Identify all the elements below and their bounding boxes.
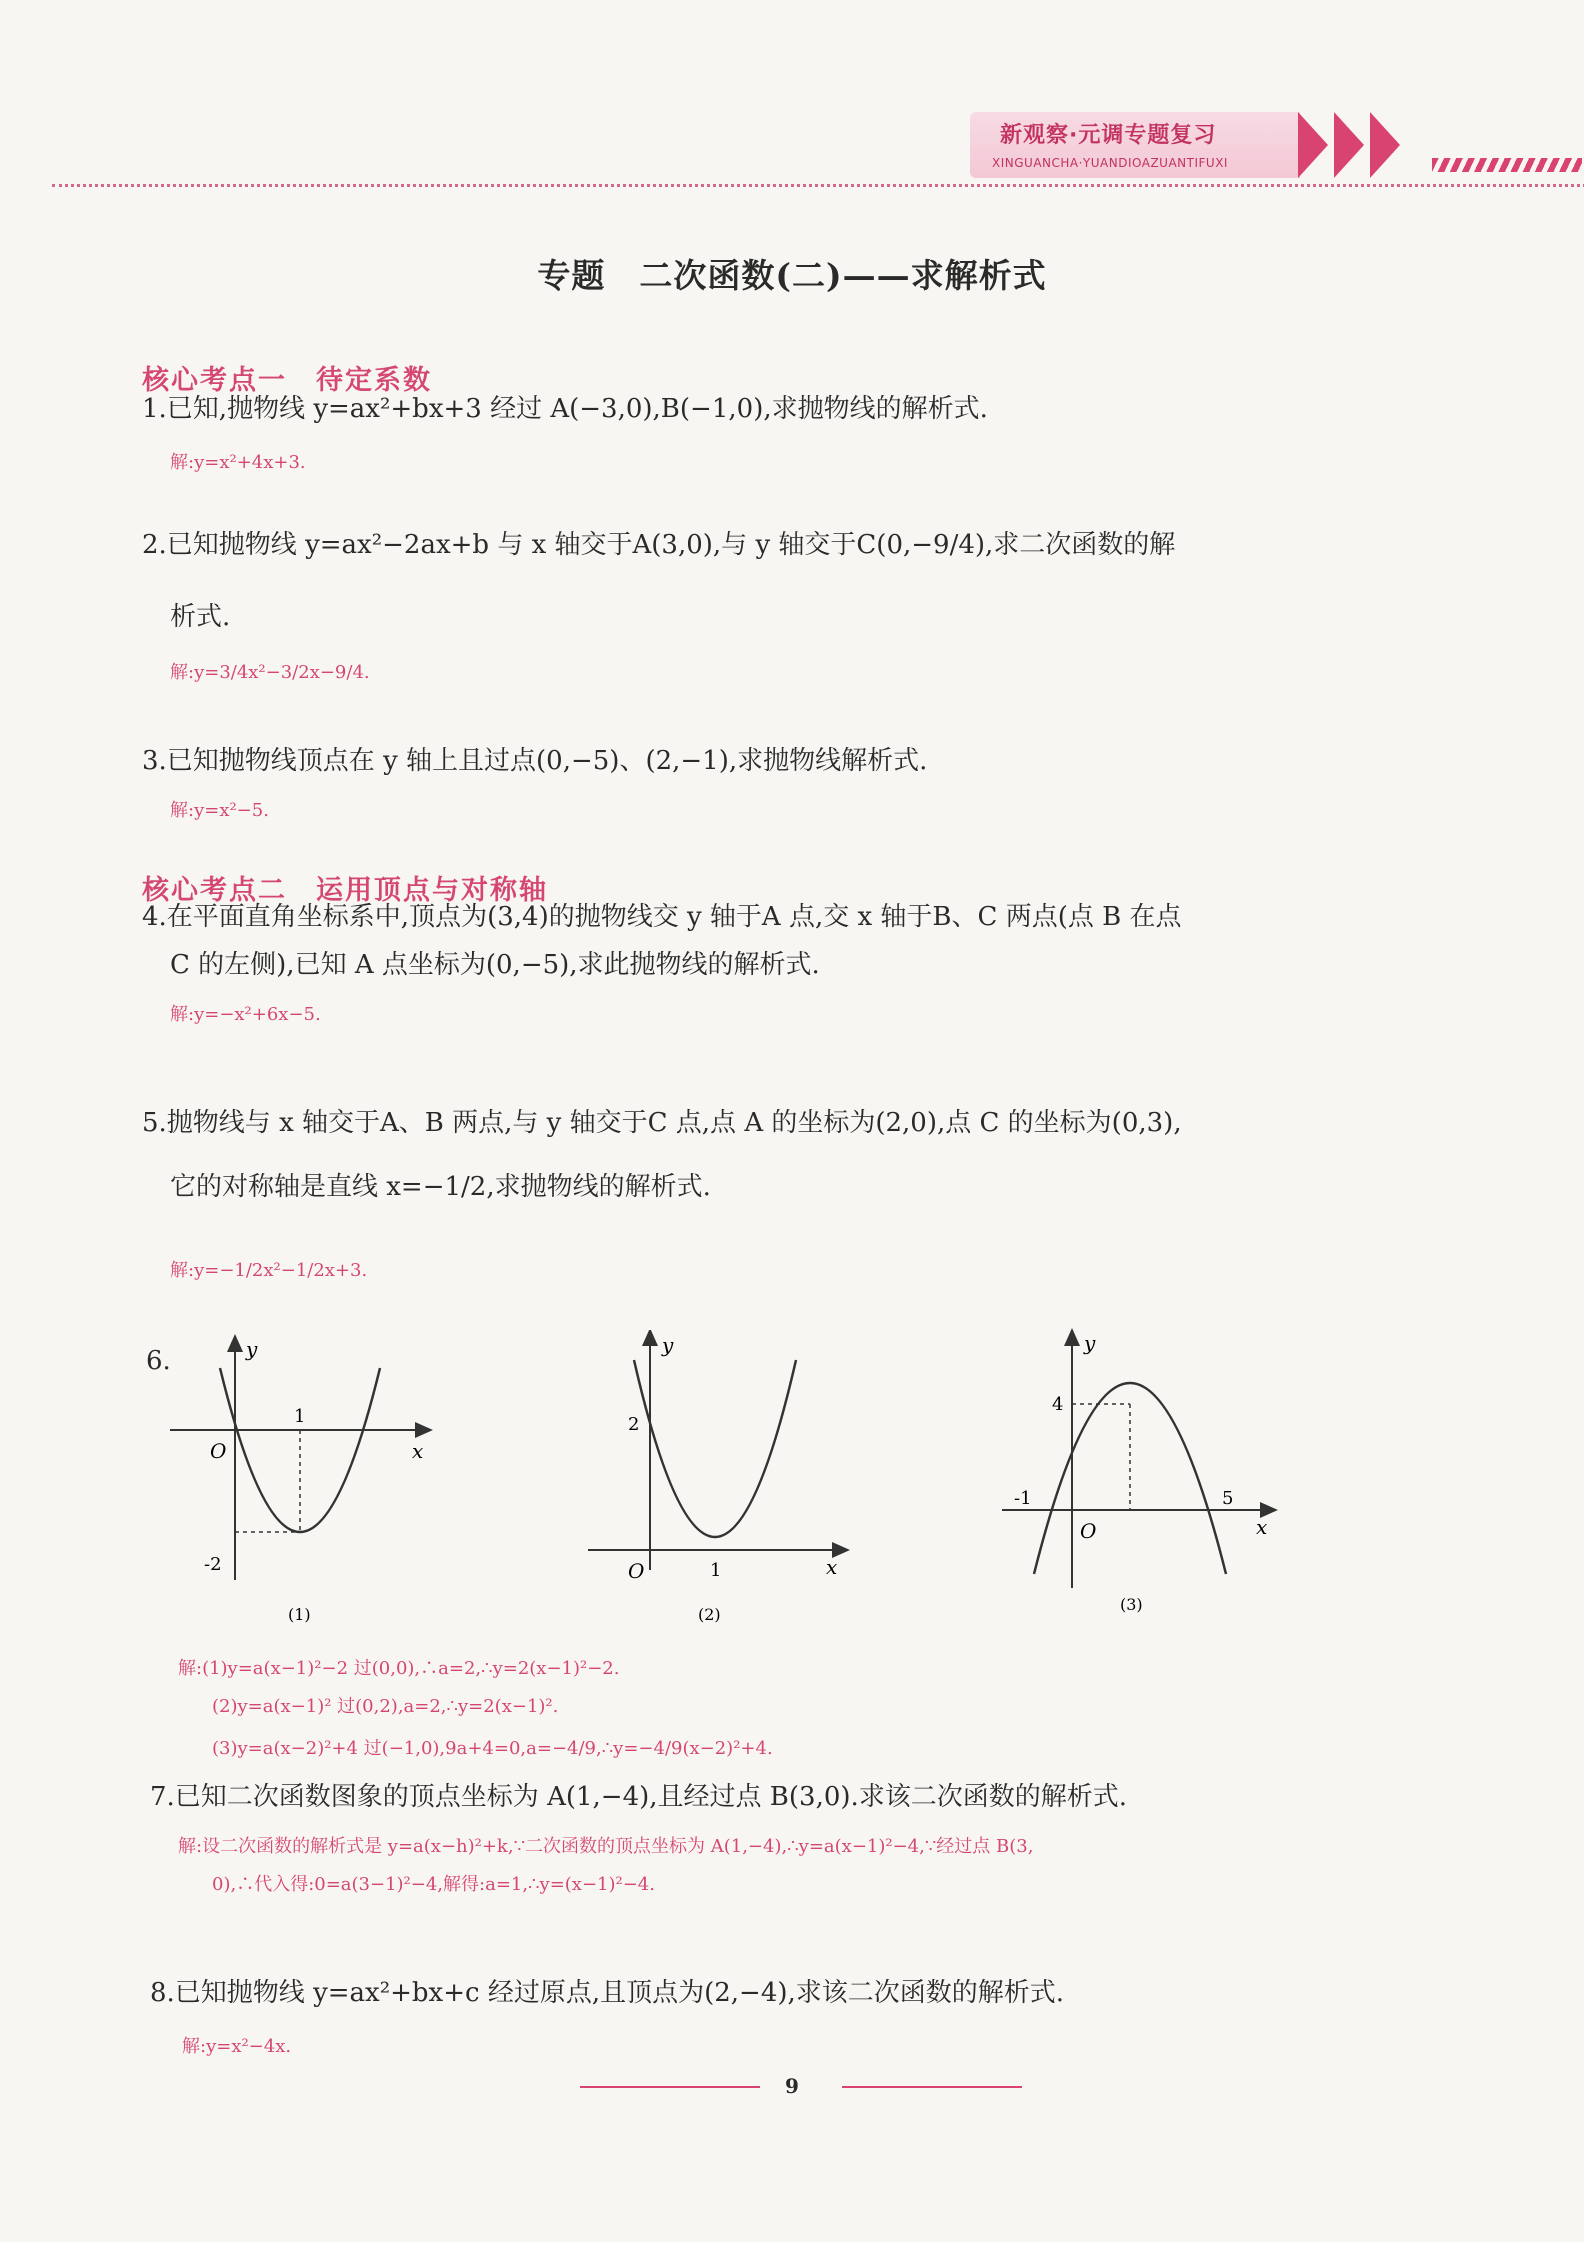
- figure-3-y-label: y: [1084, 1331, 1096, 1355]
- answer-1: 解:y=x²+4x+3.: [170, 452, 306, 473]
- section-title-2: 核心考点二 运用顶点与对称轴: [142, 875, 548, 906]
- figure-2-x-label: x: [826, 1555, 838, 1579]
- question-3: 3.已知抛物线顶点在 y 轴上且过点(0,−5)、(2,−1),求抛物线解析式.: [142, 746, 928, 776]
- question-8: 8.已知抛物线 y=ax²+bx+c 经过原点,且顶点为(2,−4),求该二次函数的解析式.: [150, 1978, 1065, 2008]
- figure-3-left-root: -1: [1014, 1488, 1032, 1509]
- figure-3-x-label: x: [1256, 1515, 1268, 1539]
- question-6-number: 6.: [146, 1346, 171, 1376]
- chevron-icon: [1334, 112, 1364, 178]
- answer-6-part3: (3)y=a(x−2)²+4 过(−1,0),9a+4=0,a=−4/9,∴y=−4/9(x−2)²+4.: [212, 1738, 773, 1759]
- header-stripes: [1432, 158, 1582, 172]
- question-2-line2: 析式.: [170, 602, 231, 632]
- figure-2: [580, 1330, 860, 1630]
- question-2-line1: 2.已知抛物线 y=ax²−2ax+b 与 x 轴交于A(3,0),与 y 轴交于C(0,−9/4),求二次函数的解: [142, 530, 1176, 560]
- figure-1-y-label: y: [246, 1337, 258, 1361]
- header-subtitle: XINGUANCHA·YUANDIOAZUANTIFUXI: [992, 156, 1228, 170]
- figure-2-y-label: y: [662, 1333, 674, 1357]
- figure-1-origin: O: [210, 1439, 227, 1463]
- answer-4: 解:y=−x²+6x−5.: [170, 1004, 321, 1025]
- answer-2: 解:y=3/4x²−3/2x−9/4.: [170, 662, 370, 683]
- figure-2-origin: O: [628, 1559, 645, 1583]
- figure-1-vertex-y: -2: [204, 1554, 222, 1575]
- figure-2-vertex-x: 1: [710, 1560, 722, 1581]
- question-5-line1: 5.抛物线与 x 轴交于A、B 两点,与 y 轴交于C 点,点 A 的坐标为(2,0),点 C 的坐标为(0,3),: [142, 1108, 1182, 1138]
- chevron-icon: [1370, 112, 1400, 178]
- answer-7-line2: 0),∴代入得:0=a(3−1)²−4,解得:a=1,∴y=(x−1)²−4.: [212, 1874, 655, 1895]
- figure-2-y-intercept: 2: [628, 1414, 640, 1435]
- answer-6-part1: 解:(1)y=a(x−1)²−2 过(0,0),∴a=2,∴y=2(x−1)²−2.: [178, 1658, 620, 1679]
- parabola-2: [634, 1360, 796, 1537]
- header-divider: [52, 184, 1584, 187]
- page-title: 专题 二次函数(二)——求解析式: [537, 256, 1047, 295]
- figure-3-right-root: 5: [1222, 1488, 1234, 1509]
- section-title-1: 核心考点一 待定系数: [142, 365, 432, 396]
- figure-1: [160, 1330, 450, 1630]
- question-4-line2: C 的左侧),已知 A 点坐标为(0,−5),求此抛物线的解析式.: [170, 950, 820, 980]
- answer-8: 解:y=x²−4x.: [182, 2036, 292, 2057]
- figure-3-origin: O: [1080, 1519, 1097, 1543]
- figure-3-caption: (3): [1120, 1595, 1143, 1614]
- page-number: 9: [785, 2074, 799, 2098]
- chevron-icon: [1298, 112, 1328, 178]
- figure-2-caption: (2): [698, 1605, 721, 1624]
- question-5-line2: 它的对称轴是直线 x=−1/2,求抛物线的解析式.: [170, 1172, 711, 1202]
- answer-3: 解:y=x²−5.: [170, 800, 269, 821]
- header-title: 新观察·元调专题复习: [1000, 123, 1217, 148]
- question-7: 7.已知二次函数图象的顶点坐标为 A(1,−4),且经过点 B(3,0).求该二次函数的解析式.: [150, 1782, 1128, 1812]
- figure-1-vertex-x: 1: [294, 1406, 306, 1427]
- figure-1-x-label: x: [412, 1439, 424, 1463]
- figure-1-caption: (1): [288, 1605, 311, 1624]
- figure-3: [1000, 1320, 1300, 1620]
- question-4-line1: 4.在平面直角坐标系中,顶点为(3,4)的抛物线交 y 轴于A 点,交 x 轴于B、C 两点(点 B 在点: [142, 902, 1182, 932]
- answer-6-part2: (2)y=a(x−1)² 过(0,2),a=2,∴y=2(x−1)².: [212, 1696, 559, 1717]
- answer-7-line1: 解:设二次函数的解析式是 y=a(x−h)²+k,∵二次函数的顶点坐标为 A(1,−4),∴y=a(x−1)²−4,∵经过点 B(3,: [178, 1836, 1034, 1857]
- answer-5: 解:y=−1/2x²−1/2x+3.: [170, 1260, 368, 1281]
- question-1: 1.已知,抛物线 y=ax²+bx+3 经过 A(−3,0),B(−1,0),求抛物线的解析式.: [142, 394, 988, 424]
- figure-3-max: 4: [1052, 1394, 1064, 1415]
